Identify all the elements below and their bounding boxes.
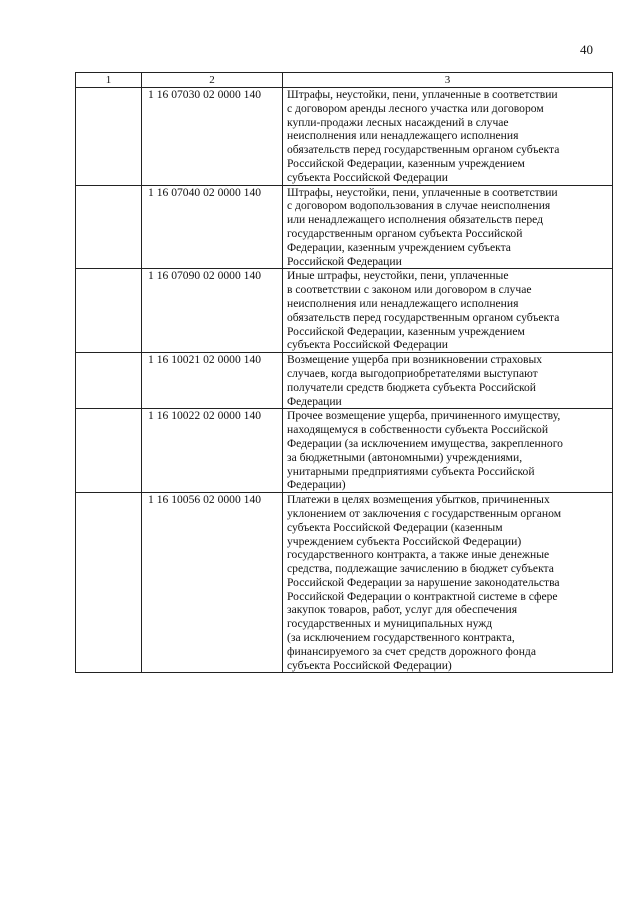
description-line: находящемуся в собственности субъекта Российской [287, 423, 549, 437]
column-header-2: 2 [142, 73, 283, 88]
row-index-cell [76, 88, 142, 186]
description-line: неисполнения или ненадлежащего исполнения [287, 129, 519, 143]
description-line: субъекта Российской Федерации [287, 170, 448, 184]
description-line: получатели средств бюджета субъекта Российской [287, 380, 537, 394]
description-line: субъекта Российской Федерации [287, 338, 448, 352]
description-line: Возмещение ущерба при возникновении страховых [287, 353, 543, 367]
budget-code-cell: 1 16 10056 02 0000 140 [142, 493, 283, 673]
description-line: купли-продажи лесных насаждений в случае [287, 115, 509, 129]
description-line: субъекта Российской Федерации (казенным [287, 520, 503, 534]
description-line: Платежи в целях возмещения убытков, причиненных [287, 493, 550, 507]
description-line: унитарными предприятиями субъекта Российской [287, 464, 535, 478]
description-line: Иные штрафы, неустойки, пени, уплаченные [287, 269, 509, 283]
table-body [76, 88, 613, 673]
description-line: государственным органом субъекта Российской [287, 226, 523, 240]
description-line: Российской Федерации, казенным учреждением [287, 156, 525, 170]
description-cell [283, 353, 613, 409]
table-row [76, 493, 613, 673]
description-line: Российской Федерации [287, 254, 402, 268]
description-line: Федерации [287, 394, 342, 408]
description-line: закупок товаров, работ, услуг для обеспечения [287, 603, 518, 617]
description-line: финансируемого за счет средств дорожного фонда [287, 644, 536, 658]
budget-code-cell: 1 16 07090 02 0000 140 [142, 269, 283, 353]
row-index-cell [76, 409, 142, 493]
description-line: Федерации (за исключением имущества, закрепленного [287, 436, 563, 450]
row-index-cell [76, 353, 142, 409]
description-cell [283, 88, 613, 186]
description-line: обязательств перед государственным органом субъекта [287, 310, 560, 324]
description-line: уклонением от заключения с государственным органом [287, 506, 562, 520]
description-line: средства, подлежащие зачислению в бюджет субъекта [287, 562, 554, 576]
description-line: или ненадлежащего исполнения обязательств перед [287, 213, 544, 227]
page-number: 40 [580, 42, 593, 57]
description-cell [283, 409, 613, 493]
description-line: субъекта Российской Федерации) [287, 658, 452, 672]
description-line: Федерации) [287, 478, 346, 492]
description-line: Российской Федерации за нарушение законодательства [287, 575, 560, 589]
description-line: государственных и муниципальных нужд [287, 617, 493, 631]
budget-code-cell: 1 16 10021 02 0000 140 [142, 353, 283, 409]
table-row [76, 353, 613, 409]
description-line: за бюджетными (автономными) учреждениями, [287, 450, 523, 464]
description-line: с договором аренды лесного участка или договором [287, 101, 544, 115]
description-line: Российской Федерации, казенным учреждением [287, 324, 525, 338]
column-header-1: 1 [76, 73, 142, 88]
table-row [76, 88, 613, 186]
description-line: Федерации, казенным учреждением субъекта [287, 240, 511, 254]
description-line: Штрафы, неустойки, пени, уплаченные в соответствии [287, 185, 558, 199]
description-line: Российской Федерации о контрактной системе в сфере [287, 589, 558, 603]
description-line: Штрафы, неустойки, пени, уплаченные в соответствии [287, 88, 558, 101]
description-cell [283, 269, 613, 353]
description-line: случаев, когда выгодоприобретателями выступают [287, 366, 538, 380]
row-index-cell [76, 185, 142, 269]
column-header-3: 3 [283, 73, 613, 88]
table-row [76, 185, 613, 269]
description-line: в соответствии с законом или договором в случае [287, 283, 532, 297]
description-line: с договором водопользования в случае неисполнения [287, 199, 551, 213]
description-line: (за исключением государственного контракта, [287, 631, 515, 645]
description-cell [283, 493, 613, 673]
row-index-cell [76, 269, 142, 353]
budget-code-cell: 1 16 07040 02 0000 140 [142, 185, 283, 269]
budget-code-table [75, 72, 613, 673]
description-line: государственного контракта, а также иные денежные [287, 548, 550, 562]
table-header-row [76, 73, 613, 88]
table-row [76, 409, 613, 493]
budget-code-cell: 1 16 10022 02 0000 140 [142, 409, 283, 493]
description-line: учреждением субъекта Российской Федерации) [287, 534, 522, 548]
description-line: Прочее возмещение ущерба, причиненного имуществу, [287, 409, 561, 423]
table-row [76, 269, 613, 353]
budget-code-cell: 1 16 07030 02 0000 140 [142, 88, 283, 186]
description-line: неисполнения или ненадлежащего исполнения [287, 296, 519, 310]
description-line: обязательств перед государственным органом субъекта [287, 143, 560, 157]
description-cell [283, 185, 613, 269]
row-index-cell [76, 493, 142, 673]
